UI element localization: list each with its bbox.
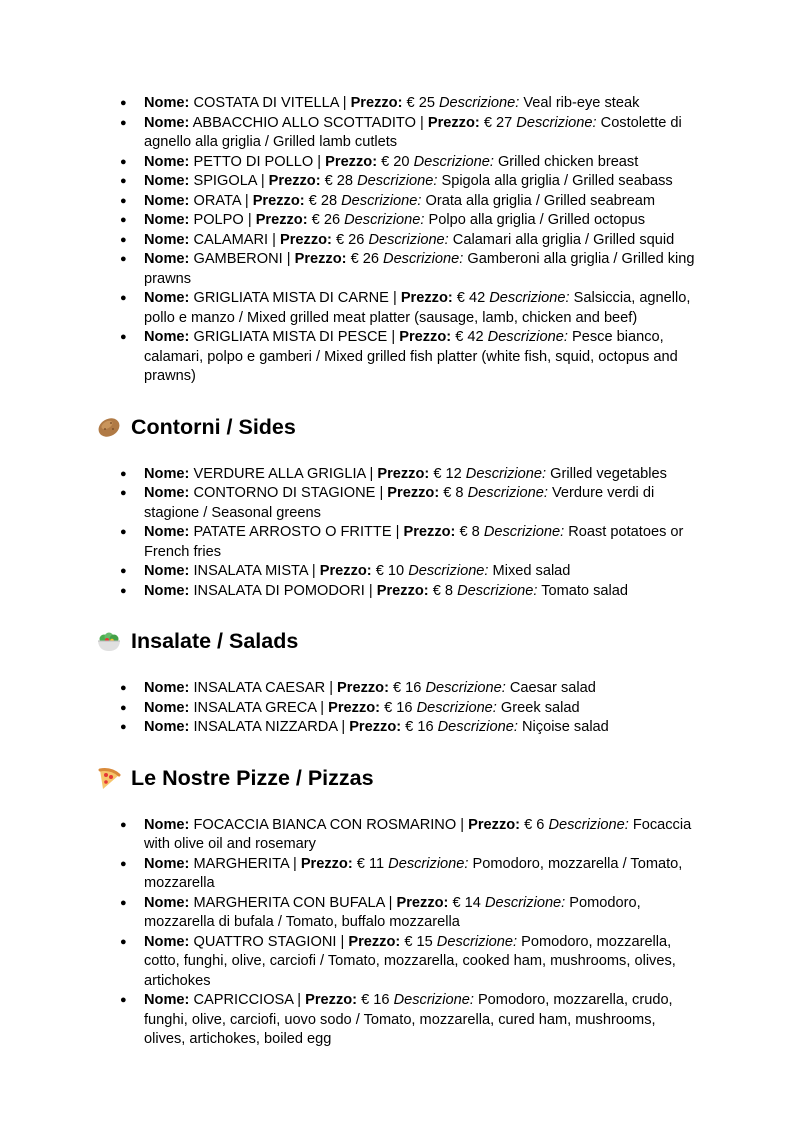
item-price: € 27 (483, 114, 513, 131)
item-price: € 11 (356, 855, 385, 872)
menu-item (144, 894, 698, 933)
price-label: Prezzo: (403, 524, 456, 540)
menu-item (144, 562, 698, 582)
item-name: QUATTRO STAGIONI (193, 933, 337, 950)
separator: | (247, 212, 252, 228)
item-price: € 42 (455, 329, 484, 345)
description-label: Descrizione: (465, 465, 547, 482)
name-label: Nome: (144, 992, 190, 1008)
menu-item (144, 816, 698, 855)
item-price: € 16 (393, 680, 422, 696)
price-label: Prezzo: (337, 680, 389, 696)
section-heading-pizze (96, 764, 698, 792)
name-label: Nome: (144, 231, 190, 248)
item-name: POLPO (193, 212, 244, 228)
price-label: Prezzo: (325, 153, 378, 170)
name-label: Nome: (144, 680, 190, 696)
name-label: Nome: (144, 329, 190, 345)
menu-item (144, 211, 698, 231)
description-label: Descrizione: (357, 173, 438, 189)
price-label: Prezzo: (399, 329, 452, 345)
menu-item (144, 933, 698, 992)
name-label: Nome: (144, 114, 190, 131)
item-price: € 25 (406, 95, 435, 111)
pizza-slice-icon (96, 765, 122, 791)
potato-icon (96, 414, 122, 440)
description-label: Descrizione: (383, 251, 464, 267)
price-label: Prezzo: (468, 816, 521, 833)
name-label: Nome: (144, 894, 190, 911)
item-price: € 10 (375, 563, 405, 579)
description-label: Descrizione: (467, 485, 548, 501)
name-label: Nome: (144, 933, 190, 950)
description-label: Descrizione: (388, 855, 469, 872)
item-price: € 8 (443, 485, 464, 501)
item-description: Orata alla griglia / Grilled seabream (425, 192, 656, 209)
item-description: Gamberoni alla griglia / Grilled king prawns (144, 251, 695, 287)
description-label: Descrizione: (489, 290, 570, 306)
separator: | (368, 582, 373, 599)
item-description: Salsiccia, agnello, pollo e manzo / Mixed grilled meat platter (sausage, lamb, chicken and beef) (144, 290, 691, 326)
item-price: € 20 (381, 153, 410, 170)
item-description: Veal rib-eye steak (523, 95, 640, 111)
separator: | (272, 231, 276, 248)
item-description: Pomodoro, mozzarella / Tomato, mozzarella (144, 855, 683, 891)
description-label: Descrizione: (368, 231, 449, 248)
section-title: Contorni / Sides (131, 414, 296, 439)
separator: | (260, 173, 265, 189)
menu-item (144, 699, 698, 719)
item-price: € 26 (335, 231, 365, 248)
item-price: € 16 (384, 699, 413, 716)
salad-bowl-icon (96, 628, 122, 654)
section-title: Le Nostre Pizze / Pizzas (131, 765, 374, 790)
menu-item (144, 582, 698, 602)
item-description: Pomodoro, mozzarella, crudo, funghi, olive, carciofi, uovo sodo / Tomato, mozzarella, cured ham, mushrooms, olives, artichokes, boiled egg (144, 992, 673, 1047)
name-label: Nome: (144, 290, 190, 306)
item-description: Pomodoro, mozzarella di bufala / Tomato, buffalo mozzarella (144, 894, 641, 930)
price-label: Prezzo: (350, 95, 403, 111)
description-label: Descrizione: (487, 329, 568, 345)
menu-item (144, 250, 698, 289)
item-name: ABBACCHIO ALLO SCOTTADITO (192, 114, 416, 131)
menu-item (144, 465, 698, 485)
item-name: INSALATA NIZZARDA (193, 719, 338, 735)
item-description: Pesce bianco, calamari, polpo e gamberi / Mixed grilled fish platter (white fish, squid, octopus and prawns) (144, 329, 678, 384)
name-label: Nome: (144, 816, 190, 833)
menu-item (144, 172, 698, 192)
item-price: € 6 (524, 816, 545, 833)
item-name: MARGHERITA (193, 855, 289, 872)
item-name: INSALATA CAESAR (193, 680, 326, 696)
description-label: Descrizione: (484, 894, 566, 911)
item-name: SPIGOLA (193, 173, 257, 189)
separator: | (391, 329, 396, 345)
item-description: Focaccia with olive oil and rosemary (144, 816, 692, 852)
description-label: Descrizione: (425, 680, 506, 696)
description-label: Descrizione: (548, 816, 629, 833)
item-description: Calamari alla griglia / Grilled squid (452, 231, 675, 248)
section-title: Insalate / Salads (131, 629, 299, 653)
item-price: € 16 (405, 719, 434, 735)
item-description: Verdure verdi di stagione / Seasonal greens (144, 485, 655, 521)
description-label: Descrizione: (439, 95, 520, 111)
menu-item (144, 231, 698, 251)
price-label: Prezzo: (319, 563, 372, 579)
separator: | (244, 192, 249, 209)
item-name: PETTO DI POLLO (193, 153, 314, 170)
price-label: Prezzo: (348, 933, 401, 950)
price-label: Prezzo: (268, 173, 321, 189)
item-name: PATATE ARROSTO O FRITTE (193, 524, 392, 540)
menu-item (144, 484, 698, 523)
separator: | (369, 465, 374, 482)
description-label: Descrizione: (483, 524, 565, 540)
separator: | (317, 153, 322, 170)
item-price: € 28 (324, 173, 354, 189)
separator: | (379, 485, 384, 501)
item-name: ORATA (193, 192, 241, 209)
name-label: Nome: (144, 699, 190, 716)
price-label: Prezzo: (328, 699, 381, 716)
description-label: Descrizione: (344, 212, 425, 228)
price-label: Prezzo: (294, 251, 347, 267)
name-label: Nome: (144, 173, 190, 189)
name-label: Nome: (144, 719, 190, 735)
item-name: VERDURE ALLA GRIGLIA (193, 465, 366, 482)
price-label: Prezzo: (305, 992, 358, 1008)
item-name: COSTATA DI VITELLA (193, 95, 339, 111)
name-label: Nome: (144, 485, 190, 501)
price-label: Prezzo: (377, 465, 430, 482)
description-label: Descrizione: (341, 192, 422, 209)
item-price: € 8 (459, 524, 480, 540)
item-description: Grilled chicken breast (497, 153, 639, 170)
item-name: CAPRICCIOSA (193, 992, 294, 1008)
separator: | (392, 290, 397, 306)
item-description: Caesar salad (509, 680, 596, 696)
insalate-list (96, 679, 698, 738)
section-heading-contorni (96, 413, 698, 441)
separator: | (395, 524, 400, 540)
item-price: € 28 (308, 192, 338, 209)
menu-item (144, 679, 698, 699)
pizze-list (96, 816, 698, 1050)
menu-item (144, 718, 698, 738)
description-label: Descrizione: (408, 563, 489, 579)
item-name: GRIGLIATA MISTA DI CARNE (193, 290, 389, 306)
price-label: Prezzo: (396, 894, 449, 911)
separator: | (286, 251, 291, 267)
name-label: Nome: (144, 855, 190, 872)
item-description: Spigola alla griglia / Grilled seabass (441, 173, 673, 189)
menu-item (144, 289, 698, 328)
item-price: € 8 (432, 582, 454, 599)
description-label: Descrizione: (416, 699, 497, 716)
menu-item (144, 855, 698, 894)
item-price: € 42 (456, 290, 486, 306)
menu-item (144, 991, 698, 1050)
item-description: Pomodoro, mozzarella, cotto, funghi, olive, carciofi / Tomato, mozzarella, cooked ham, mushrooms, olives, artichokes (144, 933, 676, 989)
menu-item (144, 328, 698, 387)
separator: | (297, 992, 302, 1008)
name-label: Nome: (144, 153, 190, 170)
price-label: Prezzo: (255, 212, 308, 228)
name-label: Nome: (144, 582, 190, 599)
separator: | (341, 719, 346, 735)
item-description: Greek salad (500, 699, 580, 716)
price-label: Prezzo: (376, 582, 429, 599)
item-description: Niçoise salad (522, 719, 609, 735)
name-label: Nome: (144, 524, 190, 540)
menu-item (144, 192, 698, 212)
item-description: Polpo alla griglia / Grilled octopus (428, 212, 646, 228)
menu-item (144, 114, 698, 153)
name-label: Nome: (144, 212, 190, 228)
item-description: Tomato salad (541, 582, 628, 599)
item-name: FOCACCIA BIANCA CON ROSMARINO (193, 816, 457, 833)
menu-item (144, 523, 698, 562)
price-label: Prezzo: (400, 290, 453, 306)
separator: | (329, 680, 333, 696)
description-label: Descrizione: (393, 992, 474, 1008)
description-label: Descrizione: (436, 933, 518, 950)
separator: | (420, 114, 424, 131)
item-description: Grilled vegetables (550, 465, 667, 482)
item-description: Costolette di agnello alla griglia / Grilled lamb cutlets (144, 114, 682, 150)
separator: | (388, 894, 393, 911)
item-name: INSALATA DI POMODORI (193, 582, 365, 599)
item-name: GRIGLIATA MISTA DI PESCE (193, 329, 388, 345)
menu-item (144, 153, 698, 173)
item-price: € 26 (350, 251, 379, 267)
name-label: Nome: (144, 465, 190, 482)
item-name: CONTORNO DI STAGIONE (193, 485, 376, 501)
item-price: € 26 (311, 212, 341, 228)
item-price: € 16 (361, 992, 390, 1008)
price-label: Prezzo: (280, 231, 332, 248)
item-price: € 14 (452, 894, 481, 911)
item-name: INSALATA GRECA (193, 699, 317, 716)
contorni-list (96, 465, 698, 602)
description-label: Descrizione: (413, 153, 494, 170)
section-heading-insalate (96, 627, 698, 655)
price-label: Prezzo: (387, 485, 440, 501)
grill-list (96, 94, 698, 387)
menu-item (144, 94, 698, 114)
separator: | (460, 816, 465, 833)
separator: | (311, 563, 316, 579)
name-label: Nome: (144, 563, 190, 579)
item-name: GAMBERONI (193, 251, 283, 267)
item-name: MARGHERITA CON BUFALA (193, 894, 385, 911)
separator: | (292, 855, 297, 872)
name-label: Nome: (144, 192, 190, 209)
item-name: INSALATA MISTA (193, 563, 308, 579)
price-label: Prezzo: (252, 192, 305, 209)
name-label: Nome: (144, 95, 190, 111)
separator: | (342, 95, 347, 111)
separator: | (340, 933, 345, 950)
item-price: € 15 (404, 933, 433, 950)
separator: | (320, 699, 325, 716)
price-label: Prezzo: (349, 719, 402, 735)
price-label: Prezzo: (300, 855, 353, 872)
item-description: Mixed salad (492, 563, 571, 579)
description-label: Descrizione: (516, 114, 597, 131)
item-description: Roast potatoes or French fries (144, 524, 684, 560)
description-label: Descrizione: (437, 719, 518, 735)
description-label: Descrizione: (457, 582, 538, 599)
name-label: Nome: (144, 251, 190, 267)
price-label: Prezzo: (427, 114, 480, 131)
item-name: CALAMARI (193, 231, 269, 248)
item-price: € 12 (433, 465, 462, 482)
